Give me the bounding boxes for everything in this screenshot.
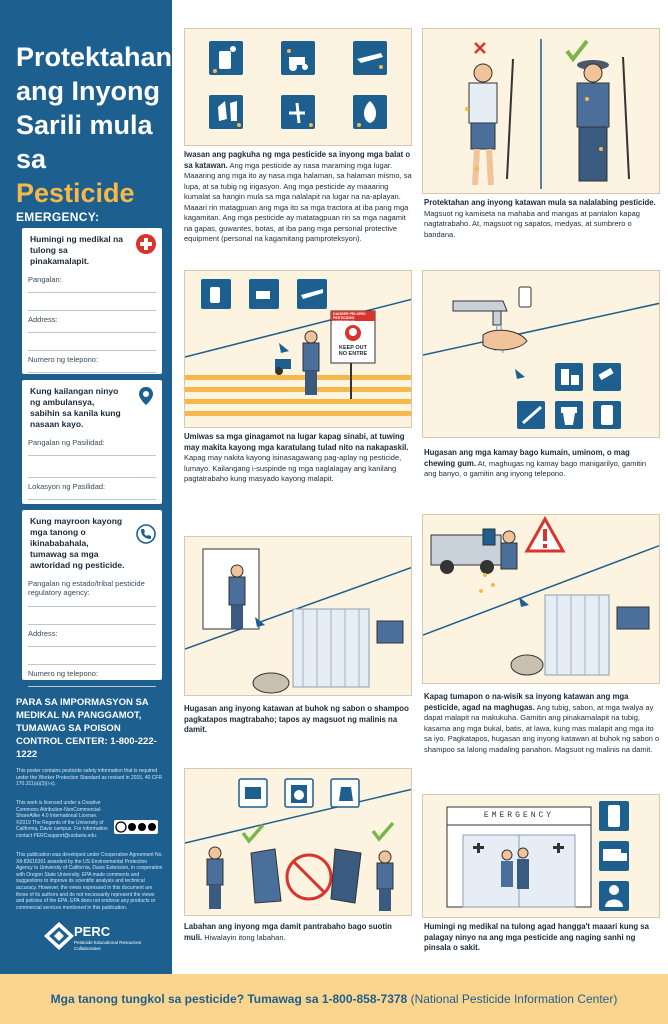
- footer-hotline: [0, 974, 668, 1024]
- caption-text: Ang tubig, sabon, at mga twalya ay dapat malapit na makukuha. Gamitin ang pinakamalapit na tubig, kasama ang mga bukal, batis, at lawa, kung mas malapit ang mga ito sa iyo. Pagkatapos, hugasan ang inyong katawan at buhok ng sabon o shampoo sa lalong madaling panahon. Magsuot ng malinis na damit.: [424, 702, 660, 754]
- agency-address-field[interactable]: Address:: [28, 625, 156, 647]
- caption-bold: Labahan ang inyong mga damit pantrabaho bago suotin muli.: [184, 922, 392, 942]
- keep-out-text: [333, 345, 373, 357]
- caption-avoid-treated: [184, 432, 414, 485]
- caption-text: Kapag may nakita kayong isinasagawang pag-aplay ng pesticide, lumayo. Kailangang i-suspinde ng mga naglalagay ang kanilang pagtatrabaho kung masyado kayong malapit.: [184, 453, 402, 483]
- panel-sources-illustration: [184, 28, 412, 146]
- creative-commons-icon: [114, 820, 158, 834]
- footer-hotline-org: (National Pesticide Information Center): [407, 992, 618, 1006]
- danger-sign-header: [333, 312, 373, 325]
- blank-line[interactable]: [28, 607, 156, 625]
- caption-bold: Iwasan ang pagkuha ng mga pesticide sa inyong mga balat o sa katawan.: [184, 150, 411, 170]
- caption-bold: Hugasan ang inyong katawan at buhok ng sabon o shampoo pagkatapos magtrabaho; tapos ay magsuot ng malinis na damit.: [184, 704, 409, 734]
- blank-line[interactable]: [28, 293, 156, 311]
- title-highlight: Pesticide: [16, 178, 135, 208]
- title-line: sa: [16, 144, 47, 174]
- caption-text: At, maghugas ng kamay bago manigarilyo, gamitin ang banyo, o gamitin ang inyong telepono.: [424, 458, 647, 478]
- panel-spill-illustration: [422, 514, 660, 684]
- poison-control-info: PARA SA IMPORMASYON SA MEDIKAL NA PANGGAMOT, TUMAWAG SA POISON CONTROL CENTER: 1-800-222-1222: [16, 697, 157, 760]
- agency-name-field[interactable]: Pangalan ng estado/tribal pesticide regulatory agency:: [28, 575, 156, 607]
- caption-protect-body: [424, 198, 660, 240]
- fine-print-epa: This publication was developed under Cooperative Agreement No. X8-83616301 awarded by the US Environmental Protection Agency to University of California, Davis Extension, in cooperation with Oregon State University. EPA made comments and suggestions to improve its scientific analysis and technical accuracy. However, the views expressed in this document are those of its authors and do not necessarily represent the views and policies of the EPA. EPA does not endorse any products or commercial services mentioned in this publication.: [16, 852, 163, 911]
- facility-name-field[interactable]: Pangalan ng Pasilidad:: [28, 434, 156, 456]
- treated-area-illustration: [185, 271, 412, 428]
- card-heading: Kung mayroon kayong mga tanong o ikinababahala, tumawag sa mga awtoridad ng pesticide.: [30, 516, 125, 570]
- card-heading: Kung kailangan ninyo ng ambulansya, sabihin sa kanila kung nasaan kayo.: [30, 386, 121, 429]
- sidebar: [0, 0, 172, 974]
- caption-spill: [424, 692, 660, 755]
- caption-text: Hiwalayin itong labahan.: [202, 932, 286, 942]
- emergency-heading: EMERGENCY:: [16, 210, 100, 224]
- blank-line[interactable]: [28, 456, 156, 478]
- panel-treated-area-illustration: [184, 270, 412, 428]
- caption-shower: [184, 704, 412, 736]
- caption-avoid-contact: [184, 150, 414, 245]
- emergency-sign: EMERGENCY: [483, 811, 555, 820]
- poster-title: [16, 40, 173, 210]
- caption-bold: Kapag tumapon o na-wisik sa inyong katawan ang mga pesticide, agad na maghugas.: [424, 692, 629, 712]
- caption-wash-hands: [424, 448, 660, 480]
- caption-seek-medical: [424, 922, 660, 954]
- caption-bold: Hugasan ang mga kamay bago kumain, uminom, o mag chewing gum.: [424, 448, 630, 468]
- medical-help-card: [22, 228, 162, 374]
- caption-text: Magsuot ng kamiseta na mahaba and mangas at pantalon kapag nagtatrabaho. At, magsuot ng sapatos, medyas, at sumbrero o bandana.: [424, 208, 640, 239]
- blank-line[interactable]: [28, 647, 156, 665]
- panel-clothing-illustration: [422, 28, 660, 194]
- laundry-illustration: [185, 769, 412, 916]
- sign-text: DANGER: [333, 312, 349, 316]
- logo-subtitle: Pesticide Educational Resources Collaborative: [74, 940, 142, 951]
- title-line: Protektahan: [16, 42, 173, 72]
- medical-cross-icon: [136, 234, 156, 254]
- panel-wash-hands-illustration: [422, 270, 660, 438]
- phone-field[interactable]: Numero ng telepono:: [28, 351, 156, 373]
- skull-icon: [344, 324, 362, 342]
- panel-shower-illustration: [184, 536, 412, 696]
- fine-print-license: This work is licensed under a Creative Commons Attribution-NonCommercial-ShareAlike 4.0 International License. ©2019 The Regents of the University of California, Davis campus. For information contact PERCsupport@ucdavis.edu.: [16, 800, 108, 839]
- caption-bold: Umiwas sa mga ginagamot na lugar kapag sinabi, at tuwing may makita kayong mga karatulang tulad nito na nakapaskil.: [184, 432, 409, 452]
- wash-hands-illustration: [423, 271, 660, 438]
- title-line: Sarili mula: [16, 110, 153, 140]
- sign-text: PESTICIDES: [333, 316, 355, 321]
- caption-laundry: [184, 922, 412, 943]
- caption-bold: Humingi ng medikal na tulong agad hangga't maaari kung sa palagay ninyo na ang mga pesticide ang naging sanhi ng pinsala o sakit.: [424, 922, 649, 952]
- card-heading: Humingi ng medikal na tulong sa pinakamalapit.: [30, 234, 124, 266]
- sign-text: KEEP OUT: [338, 345, 367, 351]
- caption-bold: Protektahan ang inyong katawan mula sa nalalabing pesticide.: [424, 198, 656, 207]
- footer-hotline-bold: Mga tanong tungkol sa pesticide? Tumawag sa 1-800-858-7378: [50, 992, 408, 1006]
- phone-icon: [136, 524, 156, 544]
- blank-line[interactable]: [28, 333, 156, 351]
- location-pin-icon: [136, 386, 156, 406]
- sign-text: PESTICIDAS: [333, 320, 355, 325]
- ambulance-card: [22, 380, 162, 504]
- logo-name: PERC: [74, 924, 111, 939]
- authorities-card: [22, 510, 162, 680]
- pesticide-sources-icons: [185, 29, 412, 146]
- fine-print-wps: This poster contains pesticide safety information that is required under the Worker Protection Standard as revised in 2015, 40 CFR 170.311(a)(3)(i-x).: [16, 768, 163, 788]
- caption-text: Ang mga pesticide ay nasa maraming mga lugar. Maaaring ang mga ito ay nasa mga halaman, sa halaman mismo, sa lupa, at sa tubig ng irigasyon. Ang mga pesticide ay maaaring kumalat sa hangin mula sa mga nalalapit na lugar na na-aplayan. Maaari rin matagpuan ang mga ito sa mga tractora at iba pang mga kagamitan. Ang mga pesticide ay matatagpuan rin sa mga nagamit na gapas, guwantes, botas, at iba pang mga personal protective equipment (personal na kagamitang pamproteksyon).: [184, 160, 412, 243]
- address-field[interactable]: Address:: [28, 311, 156, 333]
- title-line: ang Inyong: [16, 76, 160, 106]
- sign-text: PELIGRO: [349, 312, 366, 316]
- facility-location-field[interactable]: Lokasyon ng Pasilidad:: [28, 478, 156, 500]
- name-field[interactable]: Pangalan:: [28, 271, 156, 293]
- clothing-comparison-illustration: [423, 29, 660, 194]
- panel-laundry-illustration: [184, 768, 412, 916]
- sign-text: NO ENTRE: [338, 351, 368, 357]
- panel-emergency-illustration: [422, 794, 660, 918]
- shower-illustration: [185, 537, 412, 696]
- agency-phone-field[interactable]: Numero ng telepono:: [28, 665, 156, 687]
- perc-logo-icon: [44, 922, 74, 950]
- spill-illustration: [423, 515, 660, 684]
